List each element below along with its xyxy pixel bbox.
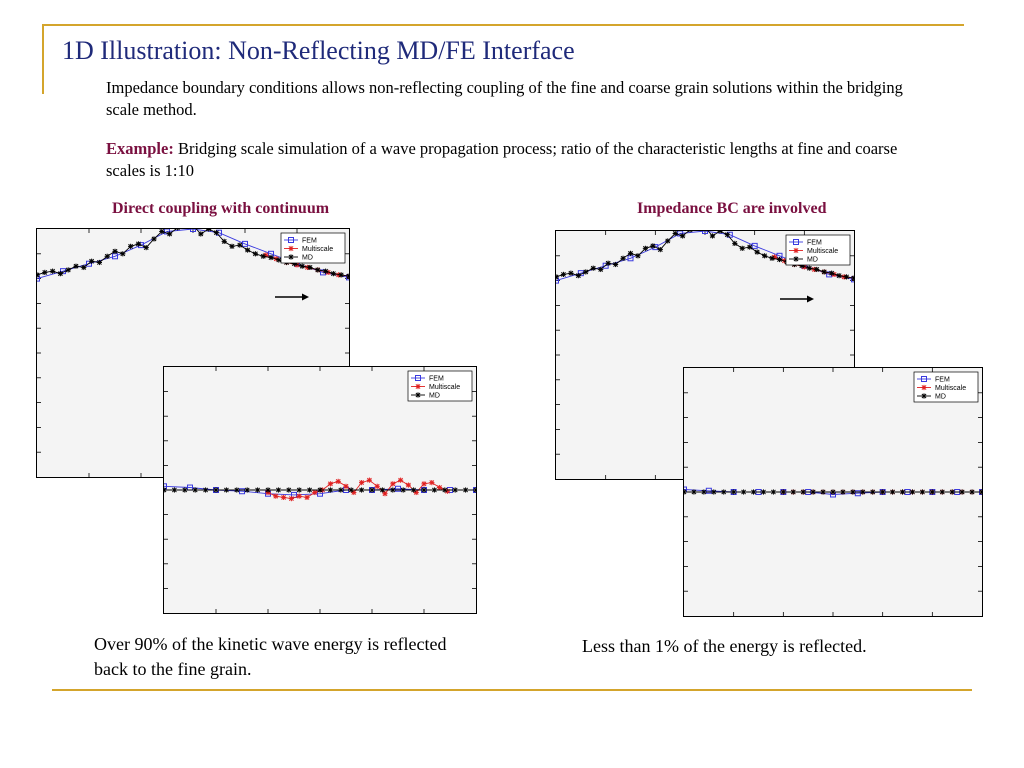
chart-legend [281,233,345,263]
data-point [421,481,426,486]
data-point [151,236,156,241]
data-point [732,241,737,246]
data-point [89,259,94,264]
legend-label: Multiscale [935,385,967,392]
data-point [844,274,849,279]
data-point [359,480,364,485]
data-point [771,489,776,494]
data-point [206,229,211,232]
data-point [97,260,102,265]
data-point [297,494,302,499]
data-point [112,249,117,254]
example-text: Bridging scale simulation of a wave propagation process; ratio of the characteristic lengths at fine and coarse scales is 1:10 [106,139,898,180]
data-point [643,246,648,251]
data-point [900,489,905,494]
data-point [369,487,374,492]
data-point [136,241,141,246]
data-point [338,487,343,492]
data-point [880,489,885,494]
data-point [791,489,796,494]
legend-label: Multiscale [429,384,461,391]
chart-svg [164,367,476,613]
data-point [725,232,730,237]
propagation-arrow [275,294,309,301]
data-point [73,264,78,269]
intro-paragraph: Impedance boundary conditions allows non-reflecting coupling of the fine and coarse grain solutions within the bridging scale method. [106,78,903,119]
legend-label: MD [935,393,946,401]
data-point [343,484,348,489]
data-point [317,487,322,492]
data-point [37,272,40,277]
example-label: Example: [106,139,174,158]
data-point [253,251,258,256]
data-point [613,262,618,267]
data-point [50,269,55,274]
plot-impedance-bc-reflected [683,367,983,617]
legend-label: MD [807,256,818,264]
data-point [635,253,640,258]
data-point [380,487,385,492]
data-point [711,489,716,494]
data-point [336,479,341,484]
data-point [289,496,294,501]
data-point [276,257,281,262]
data-point [286,487,291,492]
chart-svg [684,368,982,616]
data-point [801,489,806,494]
data-point [346,274,349,279]
data-point [276,487,281,492]
data-point [315,267,320,272]
data-point [830,489,835,494]
data-point [222,239,227,244]
data-point [583,269,588,274]
data-point [268,255,273,260]
data-point [731,489,736,494]
data-point [304,495,309,500]
data-point [390,487,395,492]
data-point [762,253,767,258]
data-point [741,489,746,494]
legend-label: Multiscale [302,246,334,253]
data-point [245,247,250,252]
data-point [167,231,172,236]
legend-label: FEM [429,375,444,383]
data-point [568,271,573,276]
legend-marker [921,385,926,390]
data-point [814,267,819,272]
data-point [620,256,625,261]
data-point [328,481,333,486]
data-point [198,231,203,236]
data-point [807,266,812,271]
data-point [860,489,865,494]
data-point [769,256,774,261]
data-point [628,251,633,256]
data-point [105,254,110,259]
data-point [390,481,395,486]
data-point [307,487,312,492]
plot-direct-coupling-reflected [163,366,477,614]
data-point [323,269,328,274]
series-md [164,487,476,492]
data-point [591,266,596,271]
legend-label: FEM [302,237,317,245]
data-point [307,265,312,270]
data-point [473,487,476,492]
data-point [367,478,372,483]
data-point [606,261,611,266]
data-point [811,489,816,494]
data-point [910,489,915,494]
legend-marker [415,392,420,397]
data-point [159,229,164,234]
data-point [382,491,387,496]
data-point [822,269,827,274]
data-point [261,254,266,259]
data-point [144,245,149,250]
data-point [665,238,670,243]
slide-title: 1D Illustration: Non-Reflecting MD/FE Interface [62,36,575,65]
data-point [411,487,416,492]
data-point [255,487,260,492]
subheading-direct-coupling: Direct coupling with continuum [112,200,330,217]
legend-marker [288,254,293,259]
data-point [979,489,982,494]
data-point [930,489,935,494]
data-point [120,251,125,256]
data-point [432,487,437,492]
legend-marker [921,393,926,398]
data-point [164,487,167,492]
data-point [851,276,854,281]
data-point [442,487,447,492]
data-point [273,494,278,499]
series-md [684,489,982,494]
data-point [58,271,63,276]
legend-label: MD [302,254,313,262]
data-point [829,271,834,276]
data-point [820,489,825,494]
data-point [128,244,133,249]
data-point [224,487,229,492]
propagation-arrow [780,296,814,303]
subheading-impedance-bc: Impedance BC are involved [637,200,827,217]
data-point [81,265,86,270]
data-point [740,246,745,251]
chart-legend [408,371,472,401]
data-point [556,274,559,279]
caption-direct-coupling: Over 90% of the kinetic wave energy is reflected back to the fine grain. [94,634,447,679]
data-point [297,487,302,492]
legend-label: FEM [935,376,950,384]
data-point [398,478,403,483]
data-point [576,273,581,278]
data-point [359,487,364,492]
data-point [349,487,354,492]
data-point [890,489,895,494]
data-point [950,489,955,494]
accent-rule-bottom [52,689,972,691]
data-point [182,487,187,492]
data-point [650,243,655,248]
data-point [237,243,242,248]
data-point [755,249,760,254]
data-point [406,482,411,487]
data-point [691,489,696,494]
data-point [920,489,925,494]
data-point [721,489,726,494]
data-point [680,233,685,238]
data-point [701,489,706,494]
data-point [850,489,855,494]
data-point [761,489,766,494]
chart-legend [786,235,850,265]
legend-label: MD [429,392,440,400]
data-point [561,272,566,277]
data-point [265,487,270,492]
legend-label: FEM [807,239,822,247]
data-point [429,480,434,485]
data-point [840,489,845,494]
data-point [328,487,333,492]
data-point [684,489,687,494]
data-point [940,489,945,494]
legend-marker [288,246,293,251]
data-point [781,489,786,494]
accent-rule-vertical [42,24,44,94]
data-point [214,230,219,235]
data-point [710,233,715,238]
data-point [203,487,208,492]
data-point [281,495,286,500]
data-point [969,489,974,494]
data-point [229,244,234,249]
data-point [777,257,782,262]
data-point [42,270,47,275]
data-point [234,487,239,492]
data-point [300,264,305,269]
data-point [717,231,722,234]
data-point [193,487,198,492]
data-point [658,247,663,252]
example-paragraph [106,138,926,182]
data-point [339,272,344,277]
data-point [463,487,468,492]
data-point [870,489,875,494]
data-point [747,245,752,250]
legend-marker [415,384,420,389]
series-multiscale [265,478,450,502]
data-point [245,487,250,492]
data-point [421,487,426,492]
data-point [401,487,406,492]
legend-marker [793,256,798,261]
data-point [312,490,317,495]
data-point [598,267,603,272]
data-point [213,487,218,492]
data-point [172,487,177,492]
chart-legend [914,372,978,402]
accent-rule-top [42,24,964,26]
caption-impedance-bc: Less than 1% of the energy is reflected. [582,636,867,656]
data-point [453,487,458,492]
legend-label: Multiscale [807,248,839,255]
data-point [751,489,756,494]
data-point [960,489,965,494]
data-point [331,271,336,276]
data-point [375,484,380,489]
data-point [673,231,678,236]
legend-marker [793,248,798,253]
data-point [437,485,442,490]
data-point [66,267,71,272]
data-point [837,273,842,278]
